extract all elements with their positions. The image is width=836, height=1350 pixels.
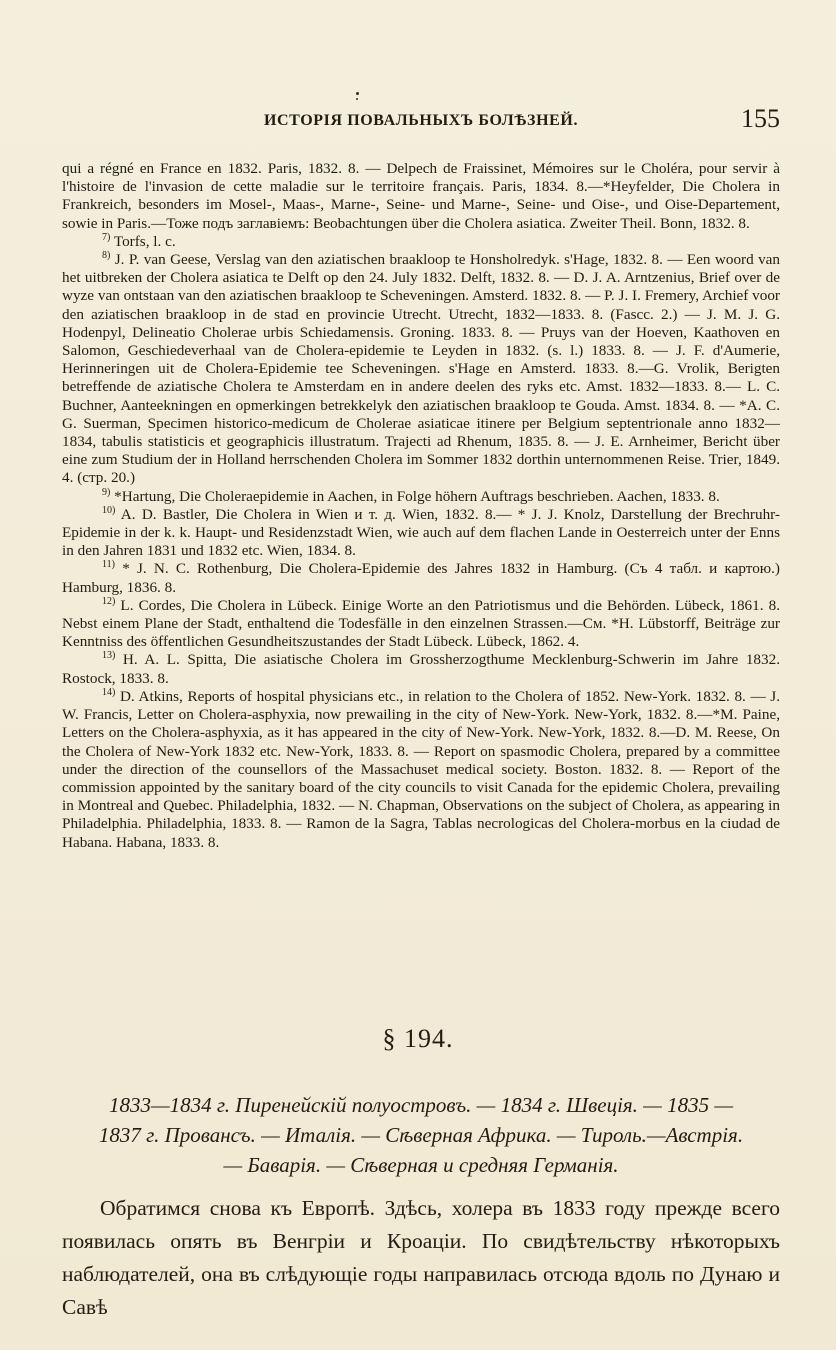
footnote-mark: 14): [102, 686, 116, 698]
footnote-text: L. Cordes, Die Cholera in Lübeck. Einige Worte an den Patriotismus und die Behörden. Lübeck, 1861. 8. Nebst einem Plane der Stadt, enthaltend die Todesfälle in den einzelnen Strassen.—См. *H. Lübstorff, Beiträge zur Kenntniss des öffentlichen Gesundheitszustandes der Stadt Lübeck. Lübeck, 1862. 4.: [62, 596, 781, 651]
ink-speck: [356, 92, 359, 95]
footnote-text: * J. N. C. Rothenburg, Die Cholera-Epidemie des Jahres 1832 in Hamburg. (Съ 4 табл. и картою.) Hamburg, 1836. 8.: [62, 560, 780, 596]
subtitle-line: — Баварія. — Сѣверная и средняя Германія.: [223, 1153, 619, 1177]
footnote: [62, 651, 780, 687]
footnote-mark: 7): [102, 231, 111, 243]
section-subtitle: [62, 1090, 780, 1180]
footnote-text: Torfs, l. c.: [113, 232, 176, 250]
running-title: ИСТОРІЯ ПОВАЛЬНЫХЪ БОЛѢЗНЕЙ.: [263, 112, 579, 129]
footnote-text: H. A. L. Spitta, Die asiatische Cholera im Grossherzogthume Mecklenburg-Schwerin im Jahre 1832. Rostock, 1833. 8.: [62, 651, 780, 687]
footnote: [62, 688, 780, 852]
footnote-mark: 10): [102, 504, 116, 516]
footnote-mark: 9): [102, 486, 111, 498]
footnote: [62, 560, 780, 596]
footnote-text: qui a régné en France en 1832. Paris, 1832. 8. — Delpech de Fraissinet, Mémoires sur le Choléra, pour servir à l'histoire de l'invasion de cette maladie sur le territoire français. Paris, 1834. 8.—*Heyfelder, Die Cholera in Frankreich, besonders im Mosel-, Maas-, Marne-, Seine- und Marne-, Seine- und Oise-, und Oise-Departement, sowie in Paris.—Тоже подъ заглавіемъ: Beobachtungen über die Cholera asiatica. Zweiter Theil. Bonn, 1832. 8.: [62, 160, 780, 232]
footnote-text: *Hartung, Die Choleraepidemie in Aachen, in Folge höhern Auftrags beschrieben. Aachen, 1833. 8.: [114, 487, 720, 505]
footnote-mark: 13): [102, 650, 116, 662]
footnote-mark: 11): [102, 559, 115, 571]
footnote: [62, 251, 780, 488]
footnote: [62, 488, 780, 506]
footnote-text: J. P. van Geese, Verslag van den aziatischen braakloop te Honsholredyk. s'Hage, 1832. 8. — Een woord van het uitbreken der Cholera asiatica te Delft op den 24. July 1832. Delft, 1832. 8. — D. J. A. Arntzenius, Brief over de wyze van ontstaan van den aziatischen braakloop te Scheveningen. Amsterd. 1832. 8. — P. J. I. Fremery, Archief voor den aziatischen braakloop in de stad en provincie Utrecht. Utrecht, 1832—1833. 8. (Fascc. 2.) — J. M. J. G. Hodenpyl, Delineatio Cholerae urbis Schiedamensis. Groning. 1833. 8. — Pruys van der Hoeven, Kaathoven en Salomon, Geschiedeverhaal van de Cholera-epidemie te Leyden in 1832. (s. l.) 1833. 8. — J. F. d'Aumerie, Herinneringen uit de Cholera-Epidemie tee Scheveningen. s'Hage en Amsterd. 1833. 8.—G. Vrolik, Berigten betreffende de aziatische Cholera te Amsterdam en in andere deelen des ryks etc. Amst. 1832—1833. 8.— L. C. Buchner, Aanteekningen en opmerkingen betrekkelyk den aziatischen braakloop te Gouda. Amst. 1834. 8. — *A. C. G. Suerman, Specimen historico-medicum de Cholerae asiaticae itinere per Belgium septentrionale anno 1832—1834, tabulis statisticis et geographicis illustratum. Trajecti ad Rhenum, 1835. 8. — J. E. Arnheimer, Bericht über eine zum Studium der in Holland herrschenden Cholera im Sommer 1832 dorthin unternommenen Reise. Trier, 1849. 4. (стр. 20.): [62, 251, 781, 487]
page-header: [62, 104, 780, 136]
footnote-mark: 8): [102, 249, 111, 261]
subtitle-line: 1833—1834 г. Пиренейскій полуостровъ. — 1834 г. Швеція. — 1835 —: [108, 1093, 734, 1117]
footnotes: [62, 160, 780, 852]
footnote: [62, 597, 780, 652]
subtitle-line: 1837 г. Провансъ. — Италія. — Сѣверная Африка. — Тироль.—Австрія.: [98, 1123, 744, 1147]
footnote-text: D. Atkins, Reports of hospital physicians etc., in relation to the Cholera of 1852. New-York. 1832. 8. — J. W. Francis, Letter on Cholera-asphyxia, now prewailing in the city of New-York. New-York, 1832. 8.—*M. Paine, Letters on the Cholera-asphyxia, as it has appeared in the city of New-York. New-York, 1832. 8.—D. M. Reese, On the Cholera of New-York 1832 etc. New-York, 1833. 8. — Report on spasmodic Cholera, prepared by a committee under the direction of the counsellors of the Massachuset medical society. Boston. 1832. 8. — Report of the commission appointed by the sanitary board of the city councils to visit Canada for the epidemic Cholera, prevailing in Montreal and Quebec. Philadelphia, 1832. — N. Chapman, Observations on the subject of Cholera, as appearing in Philadelphia. Philadelphia, 1833. 8. — Ramon de la Sagra, Tablas necrologicas del Cholera-morbus en la ciudad de Habana. Habana, 1833. 8.: [62, 687, 780, 851]
footnote-mark: 12): [102, 595, 116, 607]
footnote-continuation: [62, 160, 780, 233]
ink-speck: [356, 98, 358, 100]
body-paragraph: Обратимся снова къ Европѣ. Здѣсь, холера въ 1833 году прежде всего появилась опять въ Венгріи и Кроаціи. По свидѣтельству нѣкоторыхъ наблюдателей, она въ слѣдующіе годы направилась отсюда вдоль по Дунаю и Савѣ: [62, 1196, 780, 1319]
footnote: [62, 233, 780, 251]
page-number: 155: [741, 104, 780, 133]
section-number: § 194.: [382, 1024, 454, 1053]
footnote-text: A. D. Bastler, Die Cholera in Wien и т. д. Wien, 1832. 8.— * J. J. Knolz, Darstellung der Brechruhr-Epidemie in der k. k. Haupt- und Residenzstadt Wien, wie auch auf dem flachen Lande in Oesterreich unter der Enns in den Jahren 1831 und 1832 etc. Wien, 1834. 8.: [62, 505, 780, 560]
footnote: [62, 506, 780, 561]
